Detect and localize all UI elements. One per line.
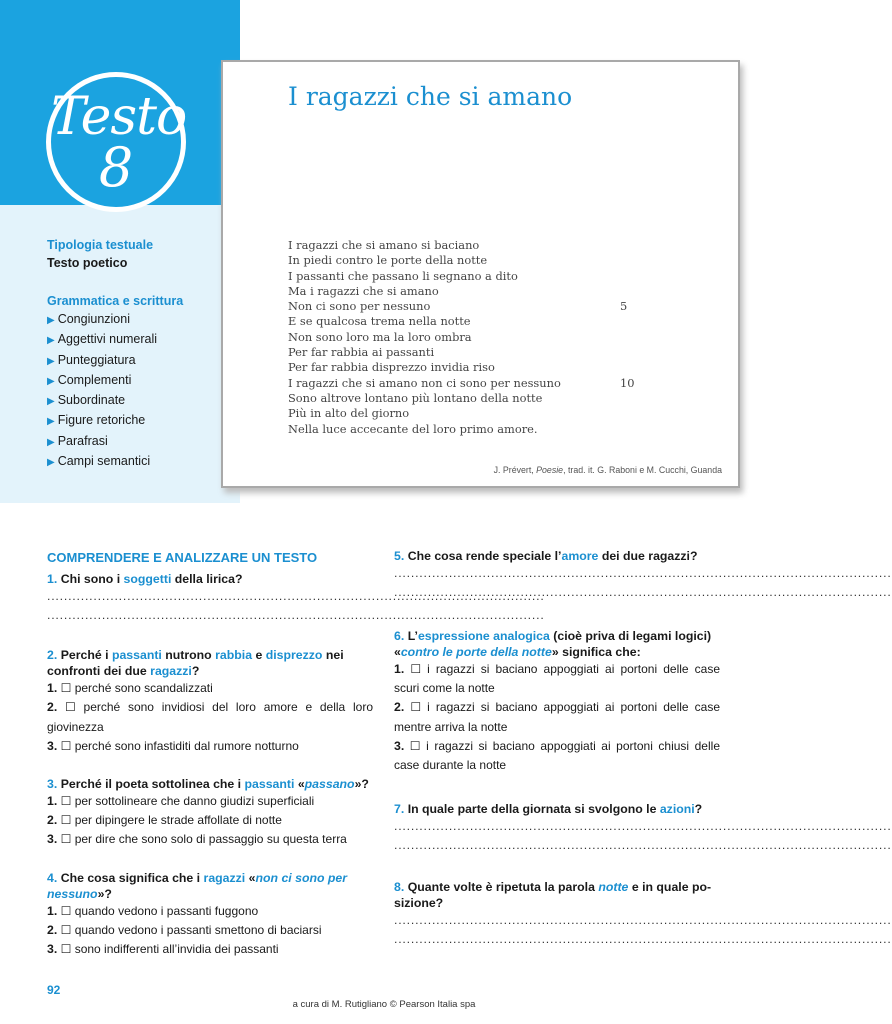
option[interactable]: 3. ☐ i ragazzi si baciano appoggiati ai portoni chiusi delle case durante la notte bbox=[394, 738, 720, 773]
question-5: 5. Che cosa rende speciale l’amore dei due ragazzi? bbox=[394, 549, 698, 563]
list-item: ▶ Subordinate bbox=[47, 393, 126, 408]
poem-text bbox=[288, 238, 633, 437]
footer-credit: a cura di M. Rutigliano © Pearson Italia spa bbox=[292, 999, 476, 1010]
option[interactable]: 2. ☐ i ragazzi si baciano appoggiati ai portoni delle case mentre arriva la notte bbox=[394, 700, 720, 734]
list-item: ▶ Figure retoriche bbox=[47, 413, 146, 428]
list-item: ▶ Parafrasi bbox=[47, 433, 108, 448]
question-1: 1. Chi sono i soggetti della lirica? bbox=[47, 572, 243, 587]
triangle-bullet-icon: ▶ bbox=[47, 436, 55, 448]
list-item: ▶ Complementi bbox=[47, 372, 132, 387]
question-6: 6. L’espressione analogica (cioè priva di legami logici) «contro le porte della notte» significa che: bbox=[394, 629, 712, 659]
poem-source: J. Prévert, Poesie, trad. it. G. Raboni e M. Cucchi, Guanda bbox=[493, 465, 722, 475]
badge-number: 8 bbox=[98, 136, 134, 199]
poem-line: Non sono loro ma la loro ombra bbox=[288, 329, 472, 344]
question-4: 4. Che cosa significa che i ragazzi «non ci sono per nessuno»? bbox=[47, 870, 348, 901]
section-title: COMPRENDERE E ANALIZZARE UN TESTO bbox=[47, 550, 318, 565]
list-item: ▶ Aggettivi numerali bbox=[47, 332, 158, 347]
question-3: 3. Perché il poeta sottolinea che i passanti «passano»? bbox=[47, 777, 369, 792]
tipologia-value: Testo poetico bbox=[47, 256, 128, 270]
list-item: ▶ Congiunzioni bbox=[47, 312, 130, 326]
question-7: 7. In quale parte della giornata si svolgono le azioni? bbox=[394, 802, 703, 817]
option[interactable]: 2. ☐ perché sono invidiosi del loro amore e della loro giovinezza bbox=[47, 700, 373, 734]
question-8: 8. Quante volte è ripetuta la parola notte e in quale posizione? bbox=[394, 880, 712, 911]
poem-line: In piedi contro le porte della notte bbox=[288, 253, 488, 268]
triangle-bullet-icon: ▶ bbox=[47, 315, 55, 326]
option[interactable]: 1. ☐ quando vedono i passanti fuggono bbox=[47, 903, 259, 918]
poem-line: I ragazzi che si amano non ci sono per nessuno 10 bbox=[288, 375, 635, 390]
option[interactable]: 2. ☐ quando vedono i passanti smettono di baciarsi bbox=[47, 922, 322, 937]
grammatica-label: Grammatica e scrittura bbox=[47, 294, 184, 308]
poem-line: Per far rabbia disprezzo invidia riso bbox=[288, 360, 495, 375]
tipologia-label: Tipologia testuale bbox=[47, 238, 154, 252]
triangle-bullet-icon: ▶ bbox=[47, 355, 55, 367]
list-item: ▶ Campi semantici bbox=[47, 454, 151, 469]
option[interactable]: 2. ☐ per dipingere le strade affollate di notte bbox=[47, 813, 282, 828]
answer-line[interactable]: ...................................................................................................................... bbox=[394, 932, 892, 947]
line-number: 10 bbox=[620, 375, 635, 390]
option[interactable]: 1. ☐ per sottolineare che danno giudizi superficiali bbox=[47, 794, 315, 809]
poem-line: Nella luce accecante del loro primo amore. bbox=[288, 421, 538, 436]
answer-line[interactable]: ...................................................................................................................... bbox=[47, 589, 545, 604]
poem-line: I ragazzi che si amano si baciano bbox=[288, 238, 480, 252]
question-2: 2. Perché i passanti nutrono rabbia e disprezzo nei confronti dei due ragazzi? bbox=[47, 648, 344, 679]
triangle-bullet-icon: ▶ bbox=[47, 375, 55, 387]
answer-line[interactable]: ...................................................................................................................... bbox=[394, 566, 892, 580]
exercises-right-column bbox=[394, 548, 892, 949]
poem-line: Sono altrove lontano più lontano della notte bbox=[288, 390, 543, 405]
answer-line[interactable]: ...................................................................................................................... bbox=[394, 585, 892, 599]
poem-line: Per far rabbia ai passanti bbox=[288, 345, 435, 360]
answer-line[interactable]: ...................................................................................................................... bbox=[394, 838, 892, 853]
answer-line[interactable]: ...................................................................................................................... bbox=[47, 608, 545, 623]
poem-line: Ma i ragazzi che si amano bbox=[288, 283, 439, 298]
triangle-bullet-icon: ▶ bbox=[47, 396, 55, 408]
triangle-bullet-icon: ▶ bbox=[47, 457, 55, 469]
list-item: ▶ Punteggiatura bbox=[47, 352, 136, 367]
option[interactable]: 3. ☐ per dire che sono solo di passaggio su questa terra bbox=[47, 832, 347, 847]
poem-line: Non ci sono per nessuno 5 bbox=[288, 299, 628, 314]
triangle-bullet-icon: ▶ bbox=[47, 335, 55, 347]
option[interactable]: 3. ☐ perché sono infastiditi dal rumore notturno bbox=[47, 738, 299, 753]
page-number: 92 bbox=[47, 983, 61, 997]
exercises-left-column bbox=[47, 548, 545, 959]
option[interactable]: 1. ☐ perché sono scandalizzati bbox=[47, 681, 213, 696]
poem-line: I passanti che passano li segnano a dito bbox=[288, 268, 518, 283]
grammatica-list bbox=[47, 310, 232, 472]
line-number: 5 bbox=[620, 299, 628, 314]
poem-box bbox=[221, 60, 740, 488]
poem-title: I ragazzi che si amano bbox=[288, 82, 573, 111]
sidebar bbox=[47, 238, 232, 472]
testo-badge bbox=[46, 72, 186, 212]
option[interactable]: 1. ☐ i ragazzi si baciano appoggiati ai portoni delle case scuri come la notte bbox=[394, 662, 720, 696]
badge-word: Testo bbox=[51, 87, 187, 147]
poem-line: Più in alto del giorno bbox=[288, 406, 410, 421]
answer-line[interactable]: ...................................................................................................................... bbox=[394, 819, 892, 834]
poem-line: E se qualcosa trema nella notte bbox=[288, 314, 471, 329]
triangle-bullet-icon: ▶ bbox=[47, 416, 55, 428]
option[interactable]: 3. ☐ sono indifferenti all’invidia dei passanti bbox=[47, 942, 279, 957]
answer-line[interactable]: ...................................................................................................................... bbox=[394, 913, 892, 928]
